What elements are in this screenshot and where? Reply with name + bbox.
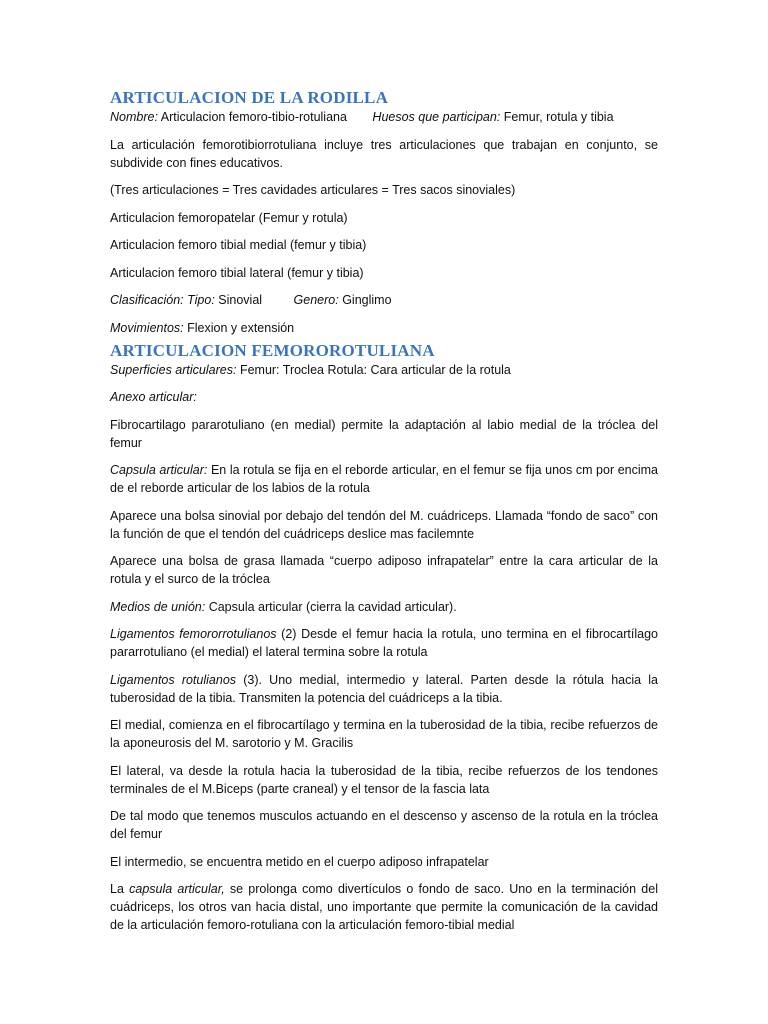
paragraph-tres-articulaciones: (Tres articulaciones = Tres cavidades articulares = Tres sacos sinoviales) bbox=[110, 183, 516, 197]
paragraph-fibrocartilago: Fibrocartilago pararotuliano (en medial) permite la adaptación al labio medial de la tróclea del femur bbox=[110, 417, 658, 450]
medios-union-value: Capsula articular (cierra la cavidad articular). bbox=[208, 599, 457, 614]
clasificacion-line bbox=[110, 291, 658, 309]
paragraph-musculos: De tal modo que tenemos musculos actuando en el descenso y ascenso de la rotula en la tróclea del femur bbox=[110, 809, 658, 841]
ligamentos-rotulianos-label: Ligamentos rotulianos bbox=[110, 672, 237, 687]
movimientos-line bbox=[110, 319, 658, 337]
ligamentos-femororrotulianos-paragraph bbox=[110, 625, 658, 661]
heading-femororotuliana: ARTICULACION FEMOROROTULIANA bbox=[110, 340, 435, 360]
paragraph-intro: La articulación femorotibiorrotuliana incluye tres articulaciones que trabajan en conjunto, se subdivide con fines educativos. bbox=[110, 137, 658, 170]
huesos-label: Huesos que participan: bbox=[372, 110, 501, 124]
capsula-prolonga-prefix: La bbox=[110, 882, 124, 896]
movimientos-value: Flexion y extensión bbox=[187, 320, 295, 335]
paragraph-bolsa-grasa: Aparece una bolsa de grasa llamada “cuerpo adiposo infrapatelar” entre la cara articular de la rotula y el surco de la tróclea bbox=[110, 554, 658, 586]
medios-union-label: Medios de unión: bbox=[110, 599, 206, 614]
heading-articulacion-rodilla: ARTICULACION DE LA RODILLA bbox=[110, 88, 389, 107]
superficies-value: Femur: Troclea Rotula: Cara articular de la rotula bbox=[239, 362, 511, 377]
paragraph-bolsa-sinovial: Aparece una bolsa sinovial por debajo del tendón del M. cuádriceps. Llamada “fondo de saco” con la función de que el tendón del cuádriceps deslice mas facilemnte bbox=[110, 508, 658, 541]
huesos-value: Femur, rotula y tibia bbox=[503, 110, 614, 124]
paragraph-femoropatelar: Articulacion femoropatelar (Femur y rotula) bbox=[110, 210, 348, 225]
capsula-label: Capsula articular: bbox=[110, 463, 208, 477]
medios-union-line bbox=[110, 598, 658, 616]
genero-value: Ginglimo bbox=[342, 293, 392, 307]
capsula-paragraph bbox=[110, 461, 658, 497]
clasificacion-value: Sinovial bbox=[218, 293, 263, 307]
paragraph-lateral: El lateral, va desde la rotula hacia la tuberosidad de la tibia, recibe refuerzos de los tendones terminales de el M.Biceps (parte craneal) y el tensor de la fascia lata bbox=[110, 763, 658, 796]
paragraph-femoro-tibial-lateral: Articulacion femoro tibial lateral (femur y tibia) bbox=[110, 265, 364, 280]
clasificacion-label: Clasificación: Tipo: bbox=[110, 293, 215, 307]
paragraph-intermedio: El intermedio, se encuentra metido en el cuerpo adiposo infrapatelar bbox=[110, 854, 489, 869]
movimientos-label: Movimientos: bbox=[110, 320, 184, 335]
paragraph-medial: El medial, comienza en el fibrocartílago y termina en la tuberosidad de la tibia, recibe refuerzos de la aponeurosis del M. sarotorio y M. Gracilis bbox=[110, 718, 658, 750]
ligamentos-rotulianos-value: (3). Uno medial, intermedio y lateral. Parten desde la rótula hacia la tuberosidad de la tibia. Transmiten la potencia del cuádriceps a la tibia. bbox=[110, 672, 658, 705]
paragraph-femoro-tibial-medial: Articulacion femoro tibial medial (femur y tibia) bbox=[110, 238, 367, 252]
nombre-label: Nombre: bbox=[110, 110, 158, 124]
capsula-prolonga-italic: capsula articular, bbox=[129, 882, 225, 896]
capsula-prolonga-text: se prolonga como divertículos o fondo de saco. Uno en la terminación del cuádriceps, los otros van hacia distal, uno importante que permite la comunicación de la cavidad de la articulación femoro-rotuliana con la articulación femoro-tibial medial bbox=[110, 882, 658, 932]
paragraph-capsula-prolonga bbox=[110, 880, 658, 934]
ligamentos-femororrotulianos-value: (2) Desde el femur hacia la rotula, uno termina en el fibrocartílago pararrotuliano (el medial) el lateral termina sobre la rotula bbox=[110, 627, 658, 659]
ligamentos-rotulianos-paragraph bbox=[110, 671, 658, 707]
superficies-label: Superficies articulares: bbox=[110, 362, 237, 377]
capsula-value: En la rotula se fija en el reborde articular, en el femur se fija unos cm por encima de el reborde articular de los labios de la rotula bbox=[110, 463, 658, 495]
genero-label: Genero: bbox=[293, 293, 339, 307]
anexo-label: Anexo articular: bbox=[110, 390, 197, 404]
nombre-line bbox=[110, 108, 658, 126]
nombre-value: Articulacion femoro-tibio-rotuliana bbox=[160, 110, 347, 124]
ligamentos-femororrotulianos-label: Ligamentos femororrotulianos bbox=[110, 627, 277, 641]
superficies-line bbox=[110, 361, 658, 379]
